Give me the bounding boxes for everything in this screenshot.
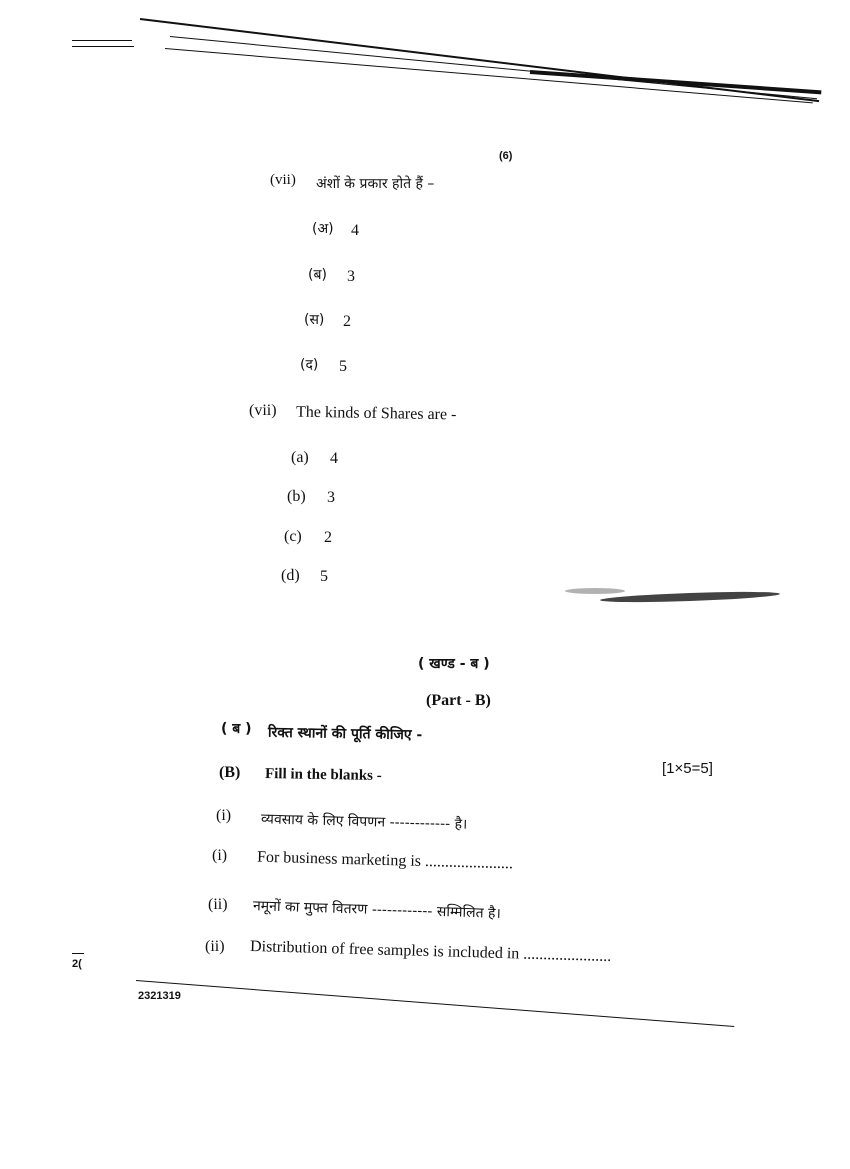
option-value: 3: [347, 268, 355, 285]
section-heading-hindi: ( खण्ड - ब ): [418, 656, 490, 672]
marks-allocation: [1×5=5]: [662, 760, 713, 777]
option-label: (c): [284, 528, 302, 545]
option-label: (द): [300, 357, 319, 373]
top-rule-5: [72, 46, 134, 47]
question-number: (ii): [205, 938, 225, 955]
question-number: (ii): [208, 896, 228, 913]
margin-mark: 2(: [72, 958, 82, 970]
question-text: व्यवसाय के लिए विपणन ------------ है।: [260, 811, 468, 833]
question-text: For business marketing is ......................: [256, 848, 514, 873]
option-label: (a): [291, 449, 309, 466]
page-number: (6): [499, 150, 513, 162]
option-value: 2: [343, 313, 351, 330]
section-heading-english: (Part - B): [426, 692, 491, 709]
option-value: 5: [320, 568, 328, 585]
fill-blanks-heading-english: Fill in the blanks -: [264, 765, 382, 785]
option-label: (स): [304, 312, 325, 328]
top-rule-3: [165, 48, 813, 103]
option-value: 5: [339, 358, 347, 375]
option-value: 3: [327, 489, 335, 506]
question-number: (i): [212, 847, 228, 864]
option-value: 4: [351, 222, 359, 239]
question-number: (vii): [270, 172, 296, 188]
paper-code: 2321319: [138, 990, 181, 1002]
option-label: (d): [281, 567, 300, 584]
fill-blanks-label-hindi: ( ब ): [221, 721, 252, 737]
ink-smudge: [600, 590, 780, 604]
option-value: 2: [324, 529, 332, 546]
top-rule-4: [72, 40, 132, 41]
option-label: (ब): [308, 267, 327, 283]
ink-smudge-light: [565, 588, 625, 594]
fill-blanks-heading-hindi: रिक्त स्थानों की पूर्ति कीजिए -: [267, 724, 423, 744]
footer-rule: [136, 980, 734, 1027]
question-number: (i): [216, 807, 232, 824]
question-number: (vii): [249, 402, 277, 419]
question-text: Distribution of free samples is included in ......................: [249, 937, 612, 966]
fill-blanks-label-english: (B): [219, 764, 241, 781]
question-text: अंशों के प्रकार होते हैं –: [316, 176, 435, 192]
question-text: नमूनों का मुफ्त वितरण ------------ सम्मिलित है।: [252, 898, 502, 922]
option-label: (b): [287, 488, 306, 505]
option-value: 4: [330, 450, 338, 467]
top-rule-2: [170, 36, 817, 99]
question-text: The kinds of Shares are -: [295, 403, 457, 424]
option-label: (अ): [312, 221, 334, 237]
margin-dash: [72, 953, 84, 954]
